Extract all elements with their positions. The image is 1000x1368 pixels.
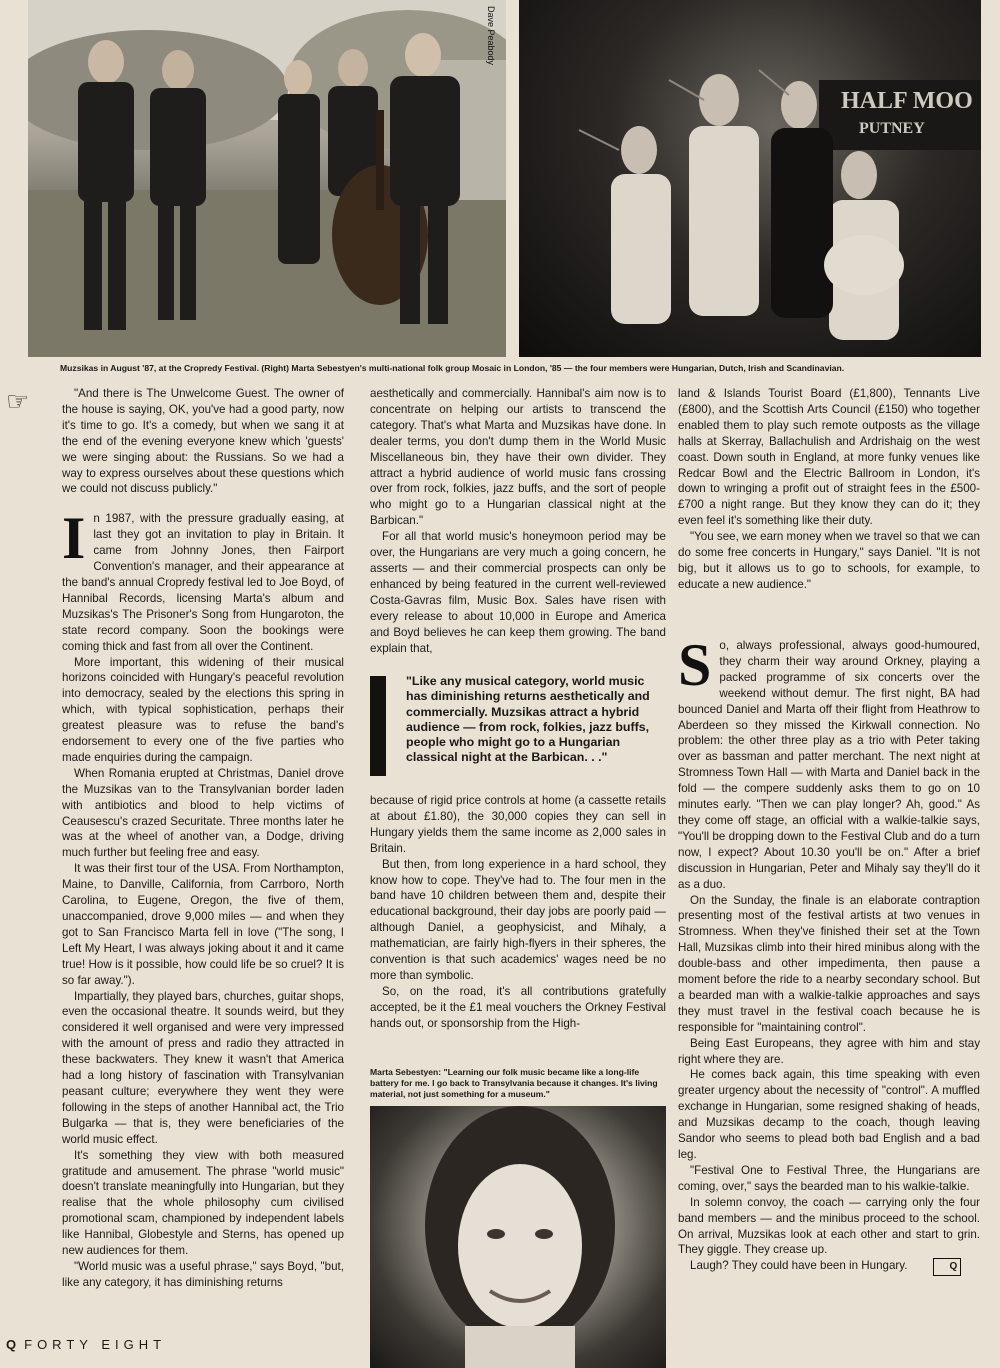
paragraph: "And there is The Unwelcome Guest. The owner of the house is saying, OK, you've had a good party, now it's time to go. It's a comedy, but when we sang it at the end of the evening everyone knew which 'guests' we were singing about: the Russians. So we had a way to express ourselves about these questions which we could not discuss publicly." [62, 387, 344, 496]
paragraph-text: Laugh? They could have been in Hungary. [690, 1259, 908, 1273]
drop-cap: I [62, 505, 86, 572]
pull-quote-text: "Like any musical category, world music has diminishing returns aesthetically and commercially. Muzsikas attract a hybrid audience — from rock, folkies, jazz buffs, people who might go to a Hungarian classical night at the Barbican. . ." [406, 674, 650, 765]
paragraph: He comes back again, this time speaking with even greater urgency about the necessity of "control". A muffled exchange in Hungarian, some resigned shaking of heads, and Muzsikas decamp to the coach, though leaving Sandor who seems to plead both bad English and a bad leg. [678, 1068, 980, 1161]
column-3-top [678, 386, 980, 593]
photo-credit: Dave Peabody [486, 6, 496, 66]
pointing-hand-icon: ☞ [6, 386, 30, 416]
drop-cap: S [678, 632, 712, 698]
band-photo-illustration [28, 0, 506, 357]
paragraph: For all that world music's honeymoon period may be over, the Hungarians are very much a going concern, he asserts — and their commercial prospects can only be enhanced by being featured in the current well-reviewed Costa-Gavras film, Music Box. Sales have risen with every release to about 10,000 in Europe and America and Boyd believes he can keep them growing. The band explain that, [370, 530, 666, 655]
column-2-bottom [370, 793, 666, 1032]
paragraph-final [678, 1258, 980, 1276]
photo-caption: Muzsikas in August '87, at the Cropredy Festival. (Right) Marta Sebestyen's multi-national folk group Mosaic in London, '85 — the four members were Hungarian, Dutch, Irish and Scandinavian. [60, 363, 845, 373]
portrait-caption: Marta Sebestyen: "Learning our folk music became like a long-life battery for me. I go back to Transylvania because it changes. It's living material, not just something for a museum." [370, 1067, 658, 1099]
band-photo-cropredy [28, 0, 506, 357]
paragraph: It was their first tour of the USA. From Northampton, Maine, to Danville, California, from Carrboro, North Carolina, to Eugene, Oregon, the five of them, unaccompanied, drove 9,000 miles — and when they got to San Francisco Marta fell in love ("The song, I Left My Heart, I was always joking about it and it came true! How is it possible, how could life be so cruel? It is so far away."). [62, 862, 344, 987]
paragraph: Impartially, they played bars, churches, guitar shops, even the occasional theatre. It sounds weird, but they considered it well organised and were very impressed with the amount of press and radio they attracted in these backwaters. They knew it wasn't that America had a long history of fascination with Transylvanian peasant culture; everywhere they went they were following in the steps of another Hannibal act, the Trio Bulgarka — that is, they were beneficiaries of the world music effect. [62, 989, 344, 1146]
paragraph: land & Islands Tourist Board (£1,800), Tennants Live (£800), and the Scottish Arts Council (£150) who together enabled them to play such remote outposts as the village halls at Skerray, Ballachulish and Ardrishaig on the west coast. Down south in England, at more funky venues like Redcar Bowl and the Electric Ballroom in London, it's down to wringing a profit out of straight fees in the £500-£700 a night range. But they know they can do it; they even feel it's something like their duty. [678, 387, 980, 528]
paragraph-text: n 1987, with the pressure gradually easing, at last they got an invitation to play in Britain. It came from Johnny Jones, then Fairport Convention's manager, and their appearance at the band's annual Cropredy festival led to Joe Boyd, of Hannibal Records, licensing Marta's album and Muzsikas's The Prisoner's Song from Hungaroton, the state record company. Soon the bookings were coming thick and fast from all over the Continent. [62, 512, 344, 653]
concert-photo-illustration [519, 0, 981, 357]
paragraph: In solemn convoy, the coach — carrying only the four band members — and the minibus proceed to the school. On arrival, Muzsikas look at each other and start to grin. They giggle. They crease up. [678, 1195, 980, 1257]
paragraph-dropcap [62, 505, 344, 654]
paragraph-text: o, always professional, always good-humoured, they charm their way around Orkney, playing a packed programme of six concerts over the weekend without demur. The first night, BA had bounced Daniel and Marta off their flight from Heathrow to Aberdeen so they missed the Kirkwall connection. No problem: the other three play as a trio with Peter taking over as bassman and patter merchant. The next night at Stromness Town Hall — with Marta and Daniel back in the fold — the compere suddenly asks them to go on 10 minutes early. "Then we can play longer? Ah, good." As they come off stage, an official with a walkie-talkie says, "You'll be dropping down to the Festival Club and do a turn now, I expect? About 10.30 you'll be on." After a brief discussion in Hungarian, Peter and Mihaly say they'll do it as a duo. [678, 639, 980, 891]
paragraph: Being East Europeans, they agree with him and stay right where they are. [678, 1036, 980, 1066]
paragraph: So, on the road, it's all contributions gratefully accepted, be it the £1 meal vouchers the Orkney Festival hands out, or sponsorship from the High- [370, 984, 666, 1030]
marta-sebestyen-portrait [370, 1106, 666, 1368]
paragraph-dropcap [678, 632, 980, 893]
paragraph: It's something they view with both measured gratitude and amusement. The phrase "world music" doesn't translate meaningfully into Hungarian, but they realise that the whole philosophy cum civilised promotional scam, championed by independent labels like Hannibal, Globestyle and Sterns, has opened up new audiences for them. [62, 1148, 344, 1258]
paragraph: More important, this widening of their musical horizons coincided with Hungary's peaceful revolution into democracy, sealed by the elections this spring in which, with typical sophistication, perhaps their greatest pleasure was to refuse the band's endorsement to every one of the five parties who made enquiries during the campaign. [62, 655, 344, 764]
pull-quote [370, 672, 666, 780]
page-folio [6, 1337, 166, 1352]
paragraph: When Romania erupted at Christmas, Daniel drove the Muzsikas van to the Transylvanian border laden with antibiotics and blood to help victims of Ceausescu's crazed Securitate. Three months later he was at the wheel of another van, a Dodge, driving much further but feeling free and easy. [62, 766, 344, 860]
paragraph: "Festival One to Festival Three, the Hungarians are coming, over," says the bearded man to his walkie-talkie. [678, 1163, 980, 1193]
paragraph: "You see, we earn money when we travel so that we can do some free concerts in Hungary," says Daniel. "It is not big, but it allows us to go to schools, for example, to educate a new audience." [678, 530, 980, 591]
paragraph: "World music was a useful phrase," says Boyd, "but, like any category, it has diminishing returns [62, 1259, 344, 1289]
end-mark: Q [933, 1258, 961, 1276]
paragraph: On the Sunday, the finale is an elaborate contraption presenting most of the festival artists at two venues in Stromness. When they've finished their set at the Town Hall, Muzsikas climb into their hired minibus along with the double-bass and other impedimenta, then pause a moment before the ride to a nearby secondary school. But a bearded man with a walkie-talkie approaches and says they must travel in the festival coach because he is responsible for "maintaining control". [678, 893, 980, 1034]
column-3-bottom [678, 632, 980, 1276]
venue-sign-line1: HALF MOO [841, 88, 973, 114]
venue-sign-line2: PUTNEY [859, 120, 925, 137]
mosaic-concert-photo [519, 0, 981, 357]
column-1 [62, 386, 344, 1291]
page-number-text: FORTY EIGHT [24, 1337, 167, 1352]
portrait-illustration [370, 1106, 666, 1368]
magazine-logo: Q [6, 1337, 17, 1352]
paragraph: because of rigid price controls at home (a cassette retails at about £1.80), the 30,000 copies they can sell in Hungary yields them the same income as 2,000 sales in Britain. [370, 794, 666, 855]
column-2-top [370, 386, 666, 656]
pull-quote-bar [370, 676, 386, 776]
paragraph: But then, from long experience in a hard school, they know how to cope. They've had to. The four men in the band have 10 children between them and, despite their educational background, their day jobs are poorly paid — although Daniel, a geophysicist, and Mihaly, a mathematician, are fairly high-flyers in their spheres, the convention is that such academics' wages need be no more than symbolic. [370, 857, 666, 982]
paragraph: aesthetically and commercially. Hannibal's aim now is to concentrate on helping our artists to transcend the category. That's what Marta and Muzsikas have done. In dealer terms, you don't dump them in the World Music Miscellaneous bin, they have their own divider. They attract a hybrid audience of world music fans crossing over from rock, folkies, jazz buffs, and the sort of people who might go to a Hungarian classical night at the Barbican." [370, 387, 666, 528]
